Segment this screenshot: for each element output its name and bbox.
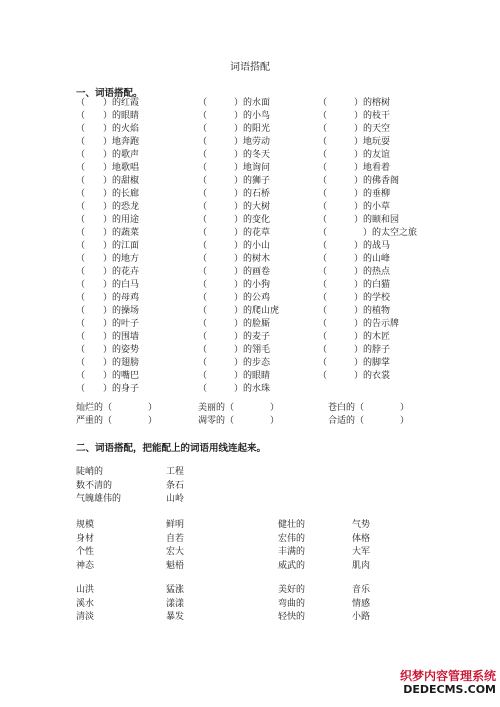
fill-in-item: （ ）地看着 [318, 163, 391, 173]
fill-in-item: （ ）的火焰 [76, 124, 140, 134]
fill-in-item: （ ）的恐龙 [76, 202, 140, 212]
fill-in-item: （ ）的告示牌 [318, 319, 400, 329]
match-word: 数不清的 [76, 480, 113, 491]
group3-column-c [278, 584, 305, 625]
fill-in-item: （ ）的树木 [198, 254, 271, 264]
fill-in-item: （ ）的佛香阁 [318, 176, 400, 186]
fill-in-item: （ ）的山峰 [318, 254, 391, 264]
fill-in-item: （ ）的大树 [198, 202, 271, 212]
group2-column-a [76, 519, 94, 573]
fill-in-item: （ ）的水珠 [198, 384, 271, 394]
match-word: 清淡 [76, 612, 95, 622]
fill-in-bottom-item: 合适的（ ） [328, 416, 410, 426]
fill-in-item: （ ）的长廊 [76, 189, 140, 199]
section2-heading: 二、词语搭配，把能配上的词语用线连起来。 [76, 443, 267, 454]
section1-heading: 一、词语搭配。 [76, 88, 143, 99]
match-word: 肌肉 [352, 560, 371, 571]
match-word: 自若 [166, 533, 185, 544]
fill-in-item: （ ）的地方 [76, 254, 140, 264]
fill-in-item: （ ）的眼睛 [198, 371, 271, 381]
group1-left-column [76, 466, 121, 507]
fill-in-item: （ ）的白猫 [318, 280, 391, 290]
match-word: 弯曲的 [278, 598, 306, 609]
fill-in-item: （ ）的身子 [76, 384, 140, 394]
match-word: 溪水 [76, 598, 95, 609]
fill-in-item: （ ）的花卉 [76, 267, 140, 277]
fill-in-item: （ ）的小草 [318, 202, 391, 212]
match-word: 猛涨 [166, 585, 185, 595]
match-word: 音乐 [352, 585, 371, 595]
fill-in-item: （ ）的榕树 [318, 98, 391, 108]
fill-in-bottom-item: 灿烂的（ ） [76, 403, 158, 413]
fill-in-item: （ ）地玩耍 [318, 137, 391, 147]
match-word: 工程 [166, 467, 185, 477]
match-word: 气魄雄伟的 [76, 494, 122, 504]
watermark-en-text: DEDECMS.COM [403, 683, 496, 696]
fill-in-item: （ ）的姿势 [76, 345, 140, 355]
fill-in-item: （ ）的天空 [318, 124, 391, 134]
fill-in-item: （ ）的麦子 [198, 332, 271, 342]
fill-in-item: （ ）的蔬菜 [76, 228, 140, 238]
fill-in-item: （ ）地询问 [198, 163, 271, 173]
fill-in-item: （ ）的脚掌 [318, 358, 391, 368]
fill-in-item: （ ）地歌唱 [76, 163, 140, 173]
watermark-cn-text: 织梦内容管理系统 [399, 669, 496, 683]
group2-column-b [166, 519, 184, 573]
match-word: 宏大 [166, 547, 185, 557]
fill-in-bottom-item: 苍白的（ ） [328, 403, 410, 413]
match-word: 情感 [352, 598, 371, 609]
match-word: 山洪 [76, 585, 95, 595]
match-word: 陡峭的 [76, 467, 104, 477]
group1-right-column [166, 466, 184, 507]
match-word: 身材 [76, 533, 95, 544]
fill-in-item: （ ）的用途 [76, 215, 140, 225]
fill-in-item: （ ）的垂柳 [318, 189, 391, 199]
fill-in-item: （ ）的太空之旅 [318, 228, 418, 238]
fill-in-item: （ ）的脖子 [318, 345, 391, 355]
fill-in-item: （ ）地劳动 [198, 137, 271, 147]
fill-in-item: （ ）的学校 [318, 293, 391, 303]
group2-column-c [278, 519, 305, 573]
fill-in-item: （ ）的小山 [198, 241, 271, 251]
fill-in-item: （ ）的眼睛 [76, 111, 140, 121]
fill-in-item: （ ）的水面 [198, 98, 271, 108]
group2-column-d [352, 519, 370, 573]
group3-column-a [76, 584, 94, 625]
fill-in-item: （ ）的步态 [198, 358, 271, 368]
fill-in-item: （ ）的植物 [318, 306, 391, 316]
match-word: 魁梧 [166, 560, 185, 571]
watermark [400, 670, 496, 696]
match-word: 鲜明 [166, 520, 185, 530]
match-word: 小路 [352, 612, 371, 622]
fill-in-item: （ ）的白马 [76, 280, 140, 290]
fill-in-item: （ ）的花草 [198, 228, 271, 238]
fill-in-item: （ ）的围墙 [76, 332, 140, 342]
fill-in-item: （ ）的木匠 [318, 332, 391, 342]
match-word: 气势 [352, 520, 371, 530]
match-word: 威武的 [278, 560, 306, 571]
fill-in-item: （ ）的操场 [76, 306, 140, 316]
fill-in-item: （ ）的颐和园 [318, 215, 400, 225]
fill-in-bottom-item: 凋零的（ ） [198, 416, 280, 426]
fill-in-item: （ ）的叶子 [76, 319, 140, 329]
group3-column-b [166, 584, 184, 625]
match-word: 神态 [76, 560, 95, 571]
fill-in-item: （ ）的狮子 [198, 176, 271, 186]
fill-in-item: （ ）的变化 [198, 215, 271, 225]
match-word: 个性 [76, 547, 95, 557]
fill-in-item: （ ）的画卷 [198, 267, 271, 277]
match-word: 丰满的 [278, 547, 306, 557]
fill-in-item: （ ）的枝干 [318, 111, 391, 121]
fill-in-item: （ ）的友谊 [318, 150, 391, 160]
fill-in-item: （ ）的冬天 [198, 150, 271, 160]
match-word: 健壮的 [278, 520, 306, 530]
match-word: 轻快的 [278, 612, 306, 622]
fill-in-bottom-item: 严重的（ ） [76, 416, 158, 426]
page-title: 词语搭配 [230, 62, 270, 73]
fill-in-item: （ ）的热点 [318, 267, 391, 277]
fill-in-item: （ ）的甜椒 [76, 176, 140, 186]
fill-in-item: （ ）的石桥 [198, 189, 271, 199]
match-word: 暴发 [166, 612, 185, 622]
fill-in-item: （ ）的衣裳 [318, 371, 391, 381]
match-word: 条石 [166, 480, 185, 491]
match-word: 大军 [352, 547, 371, 557]
fill-in-item: （ ）的江面 [76, 241, 140, 251]
match-word: 宏伟的 [278, 533, 306, 544]
fill-in-item: （ ）的母鸡 [76, 293, 140, 303]
group3-column-d [352, 584, 370, 625]
fill-in-item: （ ）的战马 [318, 241, 391, 251]
fill-in-item: （ ）的脸厮 [198, 319, 271, 329]
match-word: 体格 [352, 533, 371, 544]
match-word: 规模 [76, 520, 95, 530]
fill-in-bottom-item: 美丽的（ ） [198, 403, 280, 413]
fill-in-item: （ ）的阳光 [198, 124, 271, 134]
fill-in-item: （ ）的翅膀 [76, 358, 140, 368]
match-word: 美好的 [278, 585, 306, 595]
fill-in-item: （ ）的公鸡 [198, 293, 271, 303]
fill-in-item: （ ）的小狗 [198, 280, 271, 290]
fill-in-item: （ ）的嘴巴 [76, 371, 140, 381]
match-word: 漾漾 [166, 598, 185, 609]
fill-in-item: （ ）的红霞 [76, 98, 140, 108]
fill-in-item: （ ）的爬山虎 [198, 306, 280, 316]
fill-in-item: （ ）地奔跑 [76, 137, 140, 147]
fill-in-item: （ ）的歌声 [76, 150, 140, 160]
match-word: 山岭 [166, 494, 185, 504]
fill-in-item: （ ）的翎毛 [198, 345, 271, 355]
fill-in-item: （ ）的小鸟 [198, 111, 271, 121]
